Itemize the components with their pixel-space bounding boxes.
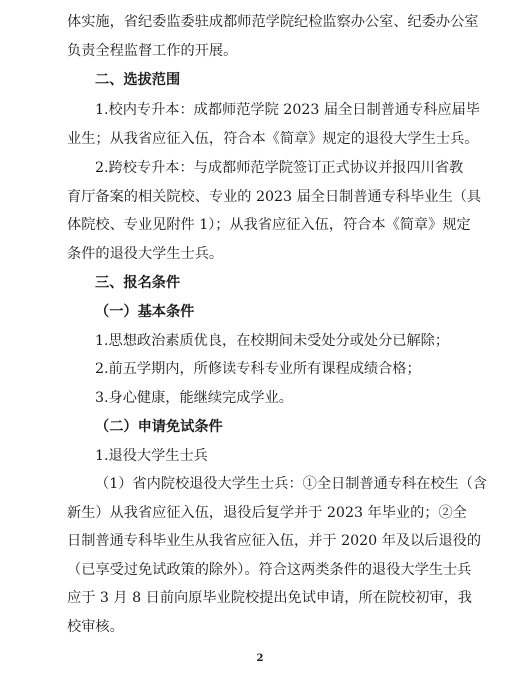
paragraph-line: （已享受过免试政策的除外）。符合这两类条件的退役大学生士兵 (67, 561, 472, 578)
paragraph-line: 体院校、专业见附件 1）；从我省应征入伍，符合本《简章》规定 (67, 217, 471, 234)
paragraph-line: 2.跨校专升本：与成都师范学院签订正式协议并报四川省教 (95, 160, 464, 177)
list-item: 1.思想政治素质优良，在校期间未受处分或处分已解除； (95, 332, 450, 349)
paragraph-line: 体实施，省纪委监委驻成都师范学院纪检监察办公室、纪委办公室 (67, 14, 479, 30)
paragraph-line: 校审核。 (67, 619, 124, 635)
paragraph-line: 日制普通专科毕业生从我省应征入伍，并于 2020 年及以后退役的 (67, 533, 482, 550)
paragraph-line: 条件的退役大学生士兵。 (67, 246, 224, 262)
list-item: 1.退役大学生士兵 (95, 447, 208, 464)
list-item: 3.身心健康，能继续完成学业。 (95, 389, 293, 406)
paragraph-line: 1.校内专升本：成都师范学院 2023 届全日制普通专科应届毕 (95, 102, 480, 119)
paragraph-line: 负责全程监督工作的开展。 (67, 42, 238, 59)
subsection-heading: （一）基本条件 (95, 304, 195, 320)
paragraph-line: 育厅备案的相关院校、专业的 2023 届全日制普通专科毕业生（具 (67, 188, 482, 205)
paragraph-line: 新生）从我省应征入伍，退役后复学并于 2023 年毕业的；②全 (67, 504, 467, 521)
subsection-heading: （二）申请免试条件 (95, 419, 223, 436)
paragraph-line: 应于 3 月 8 日前向原毕业院校提出免试申请，所在院校初审，我 (67, 590, 472, 607)
page-number: 2 (256, 653, 264, 664)
section-heading: 三、报名条件 (95, 274, 181, 291)
paragraph-line: （1）省内院校退役大学生士兵：①全日制普通专科在校生（含 (95, 476, 488, 493)
list-item: 2.前五学期内，所修读专科专业所有课程成绩合格； (95, 361, 421, 378)
paragraph-line: 业生；从我省应征入伍，符合本《简章》规定的退役大学生士兵。 (67, 130, 479, 147)
section-heading: 二、选拔范围 (95, 72, 181, 88)
